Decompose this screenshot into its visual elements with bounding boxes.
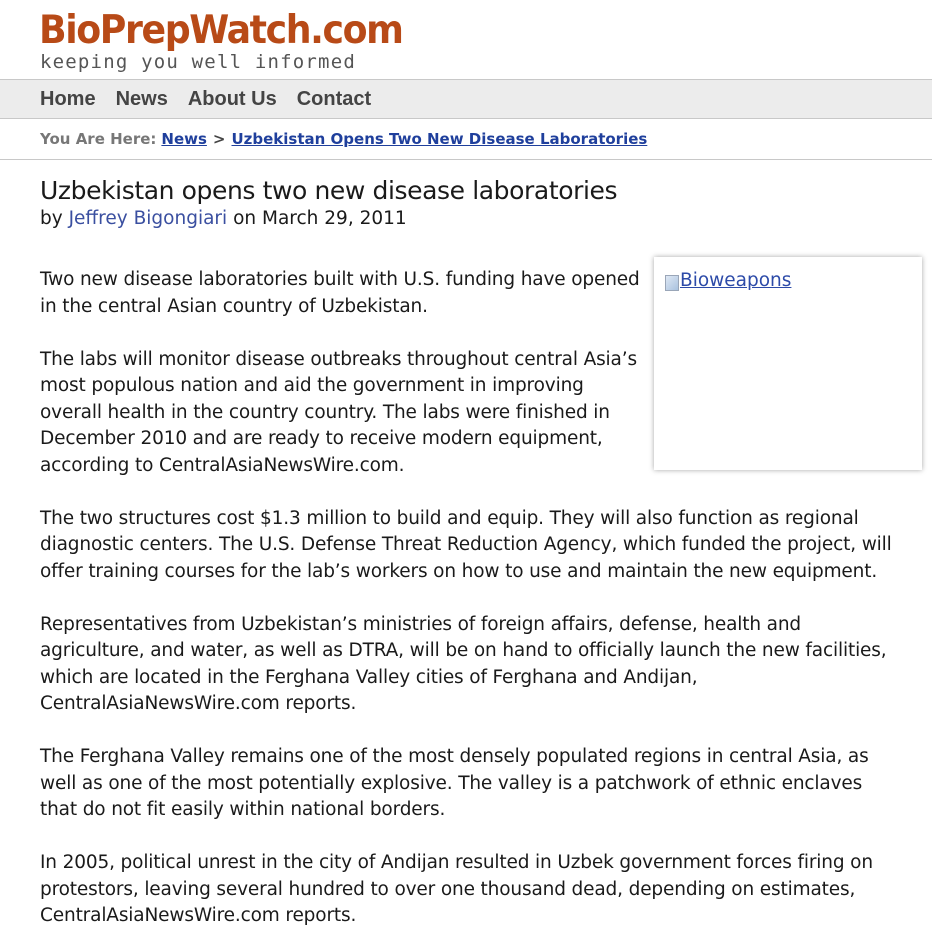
nav-item-about-us[interactable]: About Us: [187, 87, 277, 110]
paragraph: The two structures cost $1.3 million to build and equip. They will also function as regional diagnostic centers. The U.S. Defense Threat Reduction Agency, which funded the project, will offer training courses for the lab’s workers on how to use and maintain the new equipment.: [40, 507, 892, 582]
paragraph: The Ferghana Valley remains one of the most densely populated regions in central Asia, as well as one of the most potentially explosive. The valley is a patchwork of ethnic enclaves that do not fit easily within national borders.: [40, 746, 869, 820]
article-title: Uzbekistan opens two new disease laboratories: [40, 176, 618, 205]
byline: [40, 207, 902, 231]
bioweapons-image-link[interactable]: [665, 270, 791, 291]
paragraph: In 2005, political unrest in the city of Andijan resulted in Uzbek government forces firing on protestors, leaving several hundred to over one thousand dead, depending on estimates, CentralAsiaNewsWire.com reports.: [40, 852, 873, 926]
article-image-box: [654, 257, 922, 470]
main-nav: [0, 79, 932, 119]
nav-item-home[interactable]: Home: [40, 87, 96, 110]
author-link[interactable]: Jeffrey Bigongiari: [68, 208, 228, 229]
broken-image-icon: [665, 275, 679, 291]
nav-item-contact[interactable]: Contact: [296, 87, 372, 110]
breadcrumb-link-news[interactable]: News: [161, 130, 207, 148]
paragraph: Representatives from Uzbekistan’s ministries of foreign affairs, defense, health and agriculture, and water, as well as DTRA, will be on hand to officially launch the new facilities, which are located in the Ferghana Valley cities of Ferghana and Andijan, CentralAsiaNewsWire.com reports.: [40, 613, 887, 714]
article-date: March 29, 2011: [262, 208, 407, 229]
site-tagline: keeping you well informed: [40, 51, 356, 73]
date-prefix: on: [233, 208, 257, 229]
paragraph: Two new disease laboratories built with U.S. funding have opened in the central Asian country of Uzbekistan.: [40, 269, 640, 317]
site-logo[interactable]: BioPrepWatch.com: [39, 8, 403, 53]
article: [0, 160, 932, 930]
breadcrumb-label: You Are Here:: [40, 130, 157, 148]
site-header: [0, 0, 932, 79]
paragraph: The labs will monitor disease outbreaks throughout central Asia’s most populous nation and aid the government in improving overall health in the country country. The labs were finished in December 2010 and are ready to receive modern equipment, according to CentralAsiaNewsWire.com.: [40, 348, 637, 476]
breadcrumb-link-current[interactable]: Uzbekistan Opens Two New Disease Laboratories: [231, 130, 648, 148]
article-body: [40, 267, 902, 930]
breadcrumb-separator: >: [212, 130, 226, 148]
nav-item-news[interactable]: News: [115, 87, 168, 110]
image-alt-text[interactable]: Bioweapons: [680, 270, 792, 291]
byline-prefix: by: [40, 208, 63, 229]
breadcrumb: [0, 119, 932, 160]
